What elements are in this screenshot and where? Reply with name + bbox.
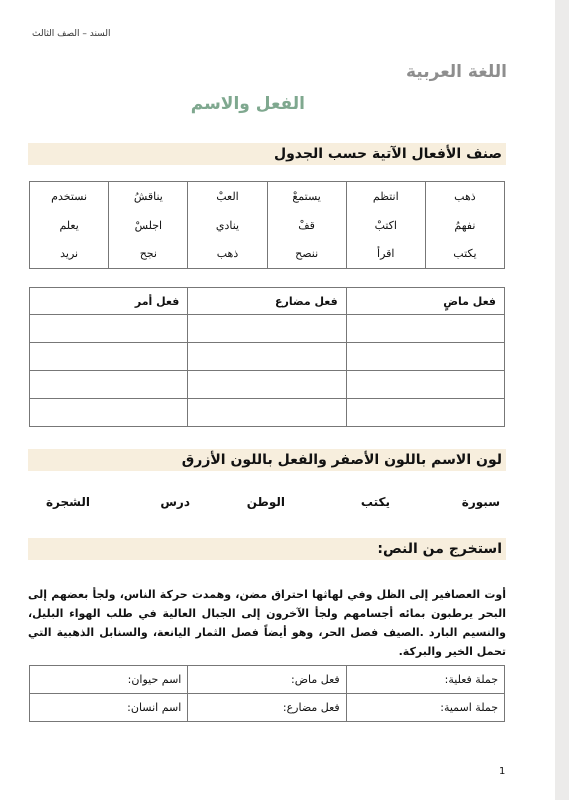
word-item[interactable]: يكتب bbox=[360, 495, 390, 509]
header-past-verb: فعل ماضٍ bbox=[346, 288, 504, 315]
animal-noun-cell[interactable]: اسم حيوان: bbox=[30, 666, 188, 694]
verb-cell: يناقشُ bbox=[109, 182, 188, 211]
human-noun-cell[interactable]: اسم انسان: bbox=[30, 694, 188, 722]
answer-cell[interactable] bbox=[346, 315, 504, 343]
present-verb-cell[interactable]: فعل مضارع: bbox=[188, 694, 346, 722]
header-imperative-verb: فعل أمر bbox=[30, 288, 188, 315]
lesson-title: الفعل والاسم bbox=[190, 94, 305, 114]
reading-passage: أوت العصافير إلى الظل وفي لهاثها احتراق مضن، وهمدت حركة الناس، ولجأ بعضهم إلى البحر يرطبون بمائه أجسامهم ولجأ الآخرون إلى الجبال العالية في طلب الهواء البليل، والنسيم البارد .الصيف فصل الحر، وهو أيضاً فصل الثمار اليانعة، والسنابل الذهبية التي تحمل الخير والبركة. bbox=[28, 588, 506, 658]
table-row bbox=[30, 343, 505, 371]
verb-cell: نريد bbox=[30, 240, 109, 269]
verbs-table bbox=[29, 181, 505, 269]
section-extract-instruction: استخرج من النص: bbox=[28, 538, 506, 560]
past-verb-cell[interactable]: فعل ماض: bbox=[188, 666, 346, 694]
table-row bbox=[30, 315, 505, 343]
verb-cell: ينادي bbox=[188, 211, 267, 240]
word-item[interactable]: درس bbox=[160, 495, 190, 509]
classification-table bbox=[29, 287, 505, 427]
page-margin-strip bbox=[555, 0, 569, 800]
table-row bbox=[30, 399, 505, 427]
grade-label: السند – الصف الثالث bbox=[32, 29, 111, 39]
section-color-instruction: لون الاسم باللون الأصفر والفعل باللون الأزرق bbox=[28, 449, 506, 471]
extraction-table bbox=[29, 665, 505, 722]
answer-cell[interactable] bbox=[346, 343, 504, 371]
page-number: 1 bbox=[499, 766, 506, 777]
word-item[interactable]: الوطن bbox=[246, 495, 285, 509]
answer-cell[interactable] bbox=[30, 371, 188, 399]
verb-cell: يعلم bbox=[30, 211, 109, 240]
answer-cell[interactable] bbox=[346, 371, 504, 399]
answer-cell[interactable] bbox=[30, 343, 188, 371]
color-words-row bbox=[40, 495, 500, 515]
verb-cell: يستمعْ bbox=[267, 182, 346, 211]
verb-cell: العبْ bbox=[188, 182, 267, 211]
answer-cell[interactable] bbox=[346, 399, 504, 427]
verb-cell: اقرأ bbox=[346, 240, 425, 269]
verb-cell: انتظم bbox=[346, 182, 425, 211]
answer-cell[interactable] bbox=[188, 399, 346, 427]
verb-cell: ننصح bbox=[267, 240, 346, 269]
table-row bbox=[30, 666, 505, 694]
table-row bbox=[30, 240, 505, 269]
word-item[interactable]: سبورة bbox=[461, 495, 500, 509]
verbal-sentence-cell[interactable]: جملة فعلية: bbox=[346, 666, 504, 694]
verb-cell: اكتبْ bbox=[346, 211, 425, 240]
nominal-sentence-cell[interactable]: جملة اسمية: bbox=[346, 694, 504, 722]
table-header-row bbox=[30, 288, 505, 315]
table-row bbox=[30, 182, 505, 211]
answer-cell[interactable] bbox=[188, 343, 346, 371]
table-row bbox=[30, 211, 505, 240]
verb-cell: اجلسْ bbox=[109, 211, 188, 240]
verb-cell: نجح bbox=[109, 240, 188, 269]
section-classify-instruction: صنف الأفعال الآتية حسب الجدول bbox=[28, 143, 506, 165]
table-row bbox=[30, 371, 505, 399]
table-row bbox=[30, 694, 505, 722]
verb-cell: ذهب bbox=[188, 240, 267, 269]
verb-cell: نستخدم bbox=[30, 182, 109, 211]
verb-cell: نفهمُ bbox=[425, 211, 504, 240]
answer-cell[interactable] bbox=[188, 371, 346, 399]
subject-title: اللغة العربية bbox=[406, 62, 507, 82]
word-item[interactable]: الشجرة bbox=[45, 495, 90, 509]
answer-cell[interactable] bbox=[30, 315, 188, 343]
header-present-verb: فعل مضارع bbox=[188, 288, 346, 315]
answer-cell[interactable] bbox=[30, 399, 188, 427]
answer-cell[interactable] bbox=[188, 315, 346, 343]
verb-cell: قفْ bbox=[267, 211, 346, 240]
verb-cell: يكتب bbox=[425, 240, 504, 269]
verb-cell: ذهب bbox=[425, 182, 504, 211]
